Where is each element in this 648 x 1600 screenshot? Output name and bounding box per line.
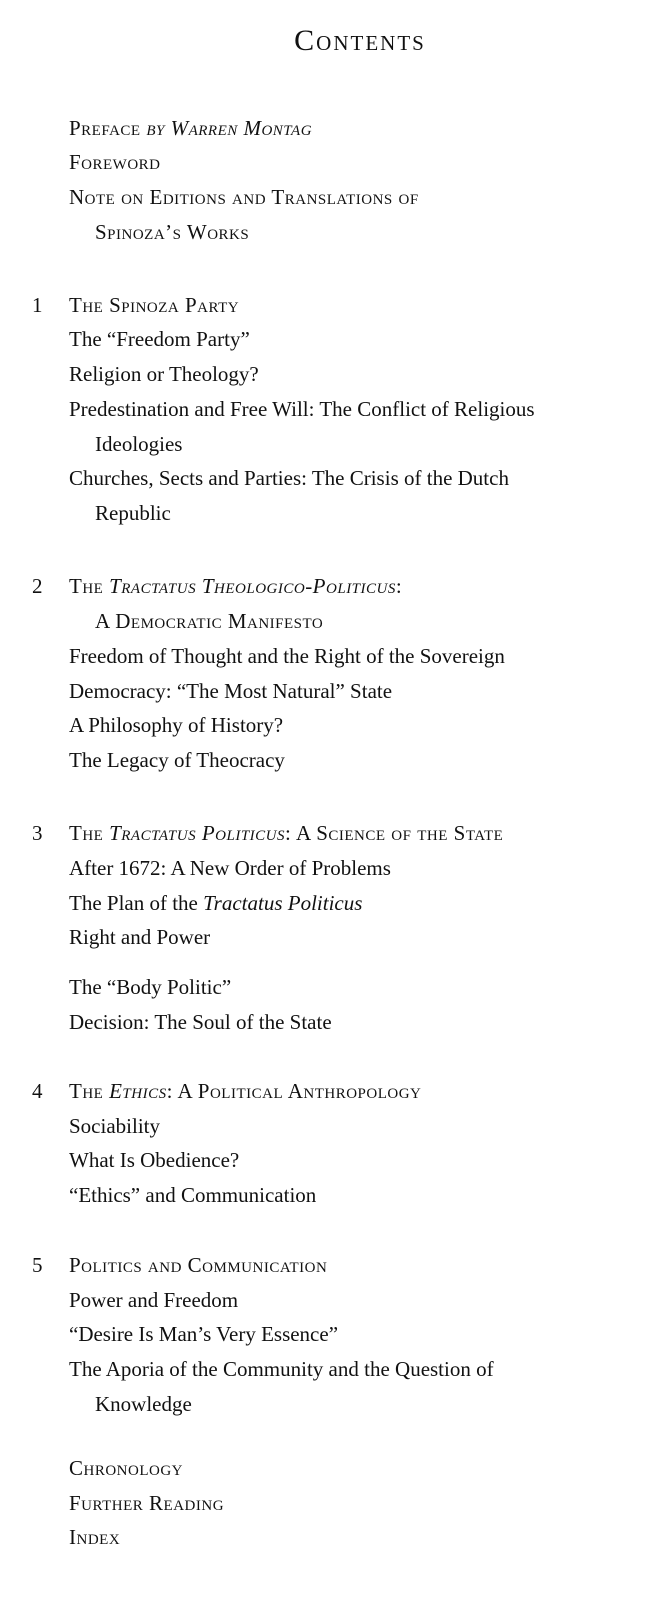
chapter-2-title-line-2[interactable]: A Democratic Manifesto: [95, 609, 324, 633]
toc-section-cont[interactable]: Republic: [95, 501, 171, 525]
chapter-number: 4: [32, 1079, 43, 1103]
toc-chronology[interactable]: Chronology: [69, 1456, 184, 1480]
toc-section[interactable]: Freedom of Thought and the Right of the Sovereign: [69, 644, 505, 668]
toc-section[interactable]: The Plan of the Tractatus Politicus: [69, 891, 363, 915]
toc-section[interactable]: A Philosophy of History?: [69, 713, 284, 737]
toc-section[interactable]: The Legacy of Theocracy: [69, 748, 285, 772]
toc-note-line-2[interactable]: Spinoza’s Works: [95, 220, 250, 244]
toc-section[interactable]: Decision: The Soul of the State: [69, 1010, 332, 1034]
chapter-3-title[interactable]: The Tractatus Politicus: A Science of the State: [69, 821, 504, 845]
toc-section[interactable]: “Ethics” and Communication: [69, 1183, 317, 1207]
toc-note-line-1[interactable]: Note on Editions and Translations of: [69, 185, 419, 209]
chapter-number: 5: [32, 1253, 43, 1277]
chapter-1-title[interactable]: The Spinoza Party: [69, 293, 240, 317]
toc-section-cont[interactable]: Ideologies: [95, 432, 183, 456]
chapter-5-title[interactable]: Politics and Communication: [69, 1253, 328, 1277]
toc-section[interactable]: Sociability: [69, 1114, 160, 1138]
chapter-2-title[interactable]: The Tractatus Theologico-Politicus:: [69, 574, 403, 598]
toc-section[interactable]: Democracy: “The Most Natural” State: [69, 679, 393, 703]
toc-further-reading[interactable]: Further Reading: [69, 1491, 225, 1515]
toc-section[interactable]: After 1672: A New Order of Problems: [69, 856, 391, 880]
chapter-4-title[interactable]: The Ethics: A Political Anthropology: [69, 1079, 422, 1103]
toc-section[interactable]: What Is Obedience?: [69, 1148, 240, 1172]
toc-section[interactable]: Predestination and Free Will: The Conflict of Religious: [69, 397, 535, 421]
chapter-number: 1: [32, 293, 43, 317]
toc-index[interactable]: Index: [69, 1525, 121, 1549]
toc-section[interactable]: Religion or Theology?: [69, 362, 259, 386]
chapter-number: 2: [32, 574, 43, 598]
toc-section[interactable]: The “Body Politic”: [69, 975, 232, 999]
page-title: Contents: [294, 24, 426, 57]
toc-section[interactable]: The Aporia of the Community and the Question of: [69, 1357, 494, 1381]
toc-foreword[interactable]: Foreword: [69, 150, 161, 174]
toc-section[interactable]: Right and Power: [69, 925, 211, 949]
chapter-number: 3: [32, 821, 43, 845]
toc-section[interactable]: “Desire Is Man’s Very Essence”: [69, 1322, 339, 1346]
toc-section[interactable]: Churches, Sects and Parties: The Crisis of the Dutch: [69, 466, 509, 490]
toc-preface[interactable]: Preface by Warren Montag: [69, 116, 313, 140]
toc-section[interactable]: Power and Freedom: [69, 1288, 239, 1312]
toc-section-cont[interactable]: Knowledge: [95, 1392, 192, 1416]
toc-section[interactable]: The “Freedom Party”: [69, 327, 250, 351]
